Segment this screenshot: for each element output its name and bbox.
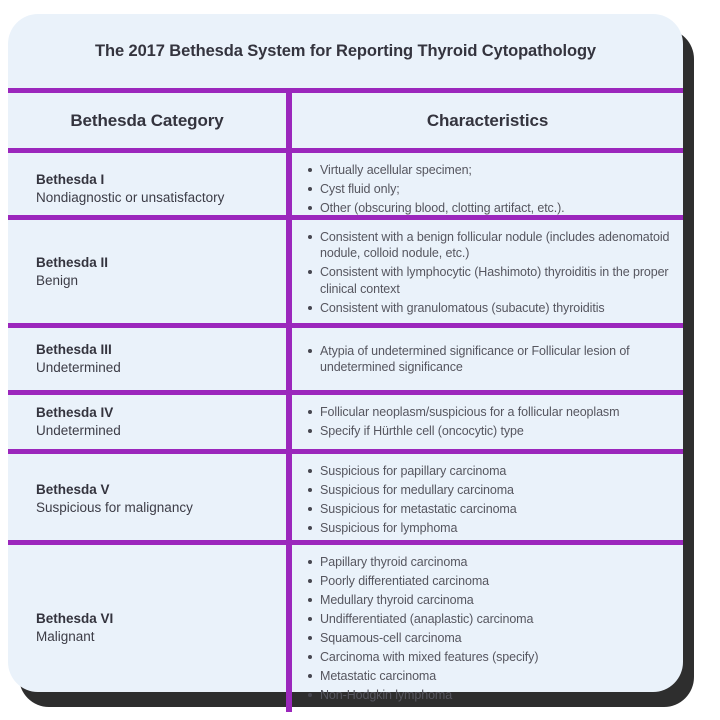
characteristic-item: [308, 404, 675, 421]
column-header-characteristics: Characteristics: [426, 110, 549, 130]
characteristic-item: [308, 162, 675, 179]
characteristic-item: [308, 668, 675, 685]
characteristics-list: [308, 551, 675, 706]
characteristic-text: Papillary thyroid carcinoma: [320, 554, 468, 569]
characteristic-item: [308, 200, 675, 217]
characteristic-item: [308, 501, 675, 518]
table-row: [8, 215, 683, 323]
characteristic-text: Suspicious for lymphoma: [320, 520, 458, 535]
characteristics-cell: [292, 153, 683, 225]
bullet-dot-icon: [308, 655, 312, 659]
characteristic-item: [308, 463, 675, 480]
characteristic-text: Metastatic carcinoma: [320, 668, 437, 683]
table-row: [8, 148, 683, 215]
characteristics-cell: [292, 395, 683, 449]
bullet-dot-icon: [308, 488, 312, 492]
characteristic-text: Atypia of undetermined significance or Follicular lesion of undetermined significance: [320, 343, 630, 374]
category-subtitle: Undetermined: [36, 423, 121, 438]
category-name: Bethesda II: [36, 255, 109, 271]
bullet-dot-icon: [308, 526, 312, 530]
characteristic-item: [308, 520, 675, 537]
characteristic-item: [308, 229, 675, 262]
characteristic-item: [308, 592, 675, 609]
bullet-dot-icon: [308, 349, 312, 353]
category-cell: [8, 454, 292, 545]
bullet-dot-icon: [308, 674, 312, 678]
characteristic-text: Non-Hodgkin lymphoma: [320, 687, 453, 702]
bullet-dot-icon: [308, 469, 312, 473]
bullet-dot-icon: [308, 306, 312, 310]
page-title: The 2017 Bethesda System for Reporting Thyroid Cytopathology: [95, 41, 596, 60]
bullet-dot-icon: [308, 187, 312, 191]
table-row: [8, 323, 683, 390]
characteristic-text: Consistent with granulomatous (subacute) thyroiditis: [320, 300, 605, 315]
characteristics-list: [308, 340, 675, 378]
category-name: Bethesda IV: [36, 404, 114, 420]
bullet-dot-icon: [308, 429, 312, 433]
characteristic-item: [308, 264, 675, 297]
category-subtitle: Benign: [36, 273, 79, 289]
characteristic-item: [308, 573, 675, 590]
header-cell-category: [8, 93, 292, 148]
characteristic-item: [308, 611, 675, 628]
table-row: [8, 449, 683, 540]
category-cell: [8, 328, 292, 390]
characteristics-cell: [292, 220, 683, 325]
characteristic-item: [308, 300, 675, 317]
category-subtitle: Malignant: [36, 629, 95, 645]
characteristic-text: Other (obscuring blood, clotting artifact, etc.).: [320, 200, 565, 215]
characteristic-text: Suspicious for metastatic carcinoma: [320, 501, 517, 516]
category-name: Bethesda I: [36, 171, 105, 187]
characteristic-text: Cyst fluid only;: [320, 181, 400, 196]
category-name: Bethesda V: [36, 482, 110, 498]
characteristic-text: Squamous-cell carcinoma: [320, 630, 462, 645]
bullet-dot-icon: [308, 598, 312, 602]
bullet-dot-icon: [308, 507, 312, 511]
bethesda-table: [8, 88, 683, 702]
characteristic-item: [308, 181, 675, 198]
category-cell: [8, 153, 292, 225]
characteristic-item: [308, 649, 675, 666]
characteristic-item: [308, 630, 675, 647]
bullet-dot-icon: [308, 579, 312, 583]
column-header-category: Bethesda Category: [70, 110, 224, 130]
category-subtitle: Suspicious for malignancy: [36, 500, 193, 516]
characteristic-text: Follicular neoplasm/suspicious for a follicular neoplasm: [320, 405, 620, 420]
bullet-dot-icon: [308, 270, 312, 274]
characteristic-text: Poorly differentiated carcinoma: [320, 573, 489, 588]
characteristic-text: Medullary thyroid carcinoma: [320, 592, 474, 607]
characteristics-list: [308, 159, 675, 219]
bullet-dot-icon: [308, 560, 312, 564]
title-area: [8, 14, 683, 88]
category-subtitle: Nondiagnostic or unsatisfactory: [36, 189, 225, 205]
bullet-dot-icon: [308, 636, 312, 640]
characteristic-item: [308, 554, 675, 571]
characteristics-cell: [292, 454, 683, 545]
characteristics-list: [308, 460, 675, 539]
characteristic-text: Consistent with lymphocytic (Hashimoto) thyroiditis in the proper clinical context: [320, 265, 669, 296]
characteristics-cell: [292, 545, 683, 712]
characteristics-list: [308, 402, 675, 443]
table-row: [8, 390, 683, 449]
category-cell: [8, 395, 292, 449]
characteristic-text: Virtually acellular specimen;: [320, 162, 472, 177]
characteristic-text: Specify if Hürthle cell (oncocytic) type: [320, 424, 524, 439]
bullet-dot-icon: [308, 168, 312, 172]
bullet-dot-icon: [308, 410, 312, 414]
characteristic-text: Consistent with a benign follicular nodule (includes adenomatoid nodule, colloid nodule, etc.): [320, 229, 670, 260]
characteristic-item: [308, 482, 675, 499]
characteristic-text: Suspicious for papillary carcinoma: [320, 463, 507, 478]
characteristic-item: [308, 343, 675, 376]
bullet-dot-icon: [308, 693, 312, 697]
category-cell: [8, 545, 292, 712]
table-row: [8, 540, 683, 702]
category-subtitle: Undetermined: [36, 360, 121, 375]
bethesda-table-card: [8, 14, 683, 702]
bullet-dot-icon: [308, 235, 312, 239]
table-header-row: [8, 88, 683, 148]
category-name: Bethesda VI: [36, 611, 114, 627]
characteristic-item: [308, 687, 675, 704]
bullet-dot-icon: [308, 617, 312, 621]
characteristics-list: [308, 226, 675, 319]
characteristic-text: Carcinoma with mixed features (specify): [320, 649, 539, 664]
category-name: Bethesda III: [36, 341, 112, 357]
characteristic-text: Suspicious for medullary carcinoma: [320, 482, 514, 497]
characteristic-item: [308, 423, 675, 440]
header-cell-characteristics: [292, 93, 683, 148]
category-cell: [8, 220, 292, 325]
characteristic-text: Undifferentiated (anaplastic) carcinoma: [320, 611, 534, 626]
bullet-dot-icon: [308, 206, 312, 210]
characteristics-cell: [292, 328, 683, 390]
